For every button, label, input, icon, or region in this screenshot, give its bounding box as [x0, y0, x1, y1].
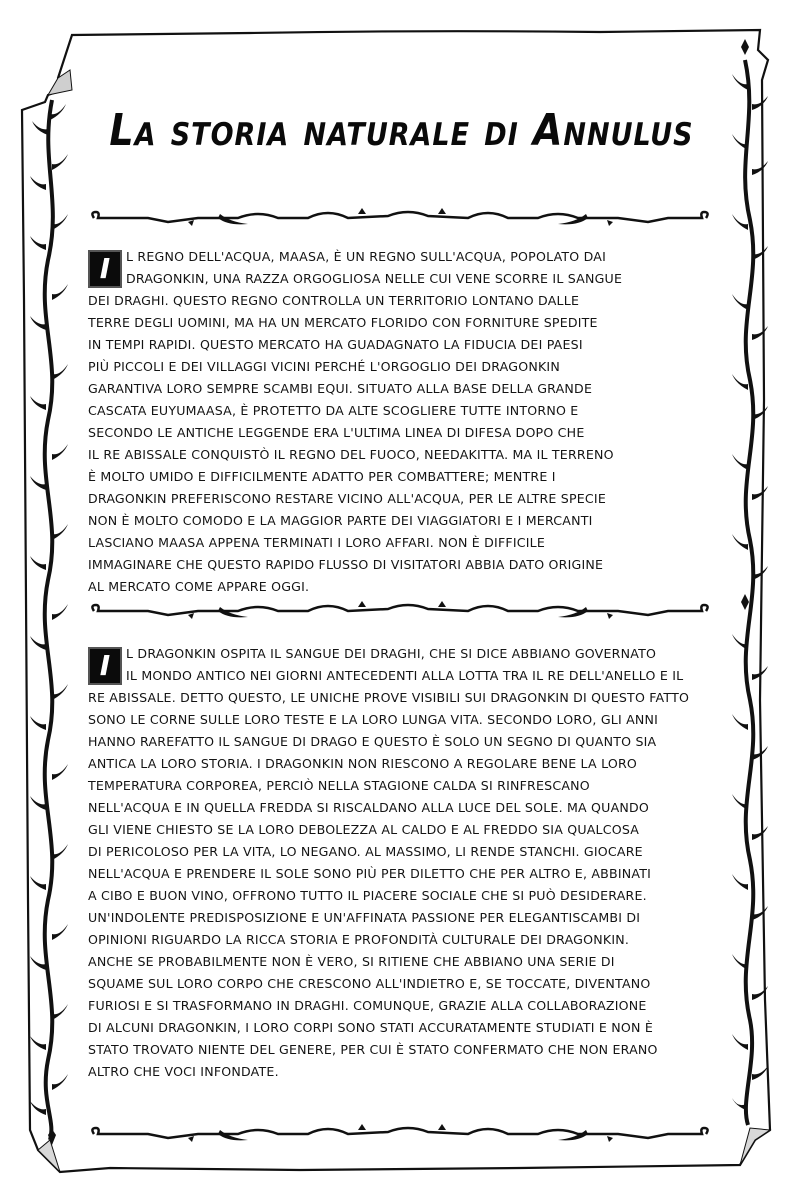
text-line: ANCHE SE PROBABILMENTE NON È VERO, SI RITIENE CHE ABBIANO UNA SERIE DI — [88, 954, 615, 969]
text-line: DI PERICOLOSO PER LA VITA, LO NEGANO. AL MASSIMO, LI RENDE STANCHI. GIOCARE — [88, 844, 643, 859]
drop-cap: I — [88, 250, 122, 288]
text-line: OPINIONI RIGUARDO LA RICCA STORIA E PROFONDITÀ CULTURALE DEI DRAGONKIN. — [88, 932, 630, 947]
text-line: IMMAGINARE CHE QUESTO RAPIDO FLUSSO DI VISITATORI ABBIA DATO ORIGINE — [88, 557, 604, 572]
text-line: UN'INDOLENTE PREDISPOSIZIONE E UN'AFFINATA PASSIONE PER ELEGANTISCAMBI DI — [88, 910, 641, 925]
text-line: SONO LE CORNE SULLE LORO TESTE E LA LORO LUNGA VITA. SECONDO LORO, GLI ANNI — [88, 712, 659, 727]
text-line: È MOLTO UMIDO E DIFFICILMENTE ADATTO PER COMBATTERE; MENTRE I — [88, 469, 556, 484]
text-line: IN TEMPI RAPIDI. QUESTO MERCATO HA GUADAGNATO LA FIDUCIA DEI PAESI — [88, 337, 583, 352]
text-line: GARANTIVA LORO SEMPRE SCAMBI EQUI. SITUATO ALLA BASE DELLA GRANDE — [88, 381, 593, 396]
text-line: DI ALCUNI DRAGONKIN, I LORO CORPI SONO STATI ACCURATAMENTE STUDIATI E NON È — [88, 1020, 653, 1035]
text-line: NELL'ACQUA E PRENDERE IL SOLE SONO PIÙ PER DILETTO CHE PER ALTRO E, ABBINATI — [88, 866, 652, 881]
text-line: SQUAME SUL LORO CORPO CHE CRESCONO ALL'INDIETRO E, SE TOCCATE, DIVENTANO — [88, 976, 651, 991]
text-line: LASCIANO MAASA APPENA TERMINATI I LORO AFFARI. NON È DIFFICILE — [88, 535, 546, 550]
text-line: TEMPERATURA CORPOREA, PERCIÒ NELLA STAGIONE CALDA SI RINFRESCANO — [88, 778, 590, 793]
text-line: DEI DRAGHI. QUESTO REGNO CONTROLLA UN TERRITORIO LONTANO DALLE — [88, 293, 580, 308]
text-line: SECONDO LE ANTICHE LEGGENDE ERA L'ULTIMA LINEA DI DIFESA DOPO CHE — [88, 425, 585, 440]
text-line: FURIOSI E SI TRASFORMANO IN DRAGHI. COMUNQUE, GRAZIE ALLA COLLABORAZIONE — [88, 998, 647, 1013]
drop-cap: I — [88, 647, 122, 685]
text-line: IL MONDO ANTICO NEI GIORNI ANTECEDENTI ALLA LOTTA TRA IL RE DELL'ANELLO E IL — [126, 668, 684, 683]
text-line: GLI VIENE CHIESTO SE LA LORO DEBOLEZZA AL CALDO E AL FREDDO SIA QUALCOSA — [88, 822, 640, 837]
ornamental-divider-icon — [88, 1124, 716, 1144]
text-line: TERRE DEGLI UOMINI, MA HA UN MERCATO FLORIDO CON FORNITURE SPEDITE — [88, 315, 598, 330]
ornamental-divider-icon — [88, 601, 716, 621]
text-line: DRAGONKIN PREFERISCONO RESTARE VICINO ALL'ACQUA, PER LE ALTRE SPECIE — [88, 491, 606, 506]
text-line: ANTICA LA LORO STORIA. I DRAGONKIN NON RIESCONO A REGOLARE BENE LA LORO — [88, 756, 638, 771]
text-line: PIÙ PICCOLI E DEI VILLAGGI VICINI PERCHÉ L'ORGOGLIO DEI DRAGONKIN — [88, 359, 560, 374]
text-line: IL RE ABISSALE CONQUISTÒ IL REGNO DEL FUOCO, NEEDAKITTA. MA IL TERRENO — [88, 447, 614, 462]
text-line: AL MERCATO COME APPARE OGGI. — [88, 579, 310, 594]
text-line: L DRAGONKIN OSPITA IL SANGUE DEI DRAGHI, CHE SI DICE ABBIANO GOVERNATO — [126, 646, 657, 661]
text-line: ALTRO CHE VOCI INFONDATE. — [88, 1064, 279, 1079]
page-title: La storia naturale di Annulus — [109, 104, 694, 156]
text-line: DRAGONKIN, UNA RAZZA ORGOGLIOSA NELLE CUI VENE SCORRE IL SANGUE — [126, 271, 623, 286]
text-line: CASCATA EUYUMAASA, È PROTETTO DA ALTE SCOGLIERE TUTTE INTORNO E — [88, 403, 579, 418]
text-line: A CIBO E BUON VINO, OFFRONO TUTTO IL PIACERE SOCIALE CHE SI PUÒ DESIDERARE. — [88, 888, 647, 903]
section-2-paragraph — [88, 643, 708, 1083]
section-1-paragraph — [88, 246, 708, 598]
text-line: NELL'ACQUA E IN QUELLA FREDDA SI RISCALDANO ALLA LUCE DEL SOLE. MA QUANDO — [88, 800, 650, 815]
text-line: STATO TROVATO NIENTE DEL GENERE, PER CUI È STATO CONFERMATO CHE NON ERANO — [88, 1042, 658, 1057]
text-line: NON È MOLTO COMODO E LA MAGGIOR PARTE DEI VIAGGIATORI E I MERCANTI — [88, 513, 593, 528]
text-line: RE ABISSALE. DETTO QUESTO, LE UNICHE PROVE VISIBILI SUI DRAGONKIN DI QUESTO FATTO — [88, 690, 690, 705]
ornamental-divider-icon — [88, 208, 716, 228]
text-line: HANNO RAREFATTO IL SANGUE DI DRAGO E QUESTO È SOLO UN SEGNO DI QUANTO SIA — [88, 734, 657, 749]
text-line: L REGNO DELL'ACQUA, MAASA, È UN REGNO SULL'ACQUA, POPOLATO DAI — [126, 249, 607, 264]
